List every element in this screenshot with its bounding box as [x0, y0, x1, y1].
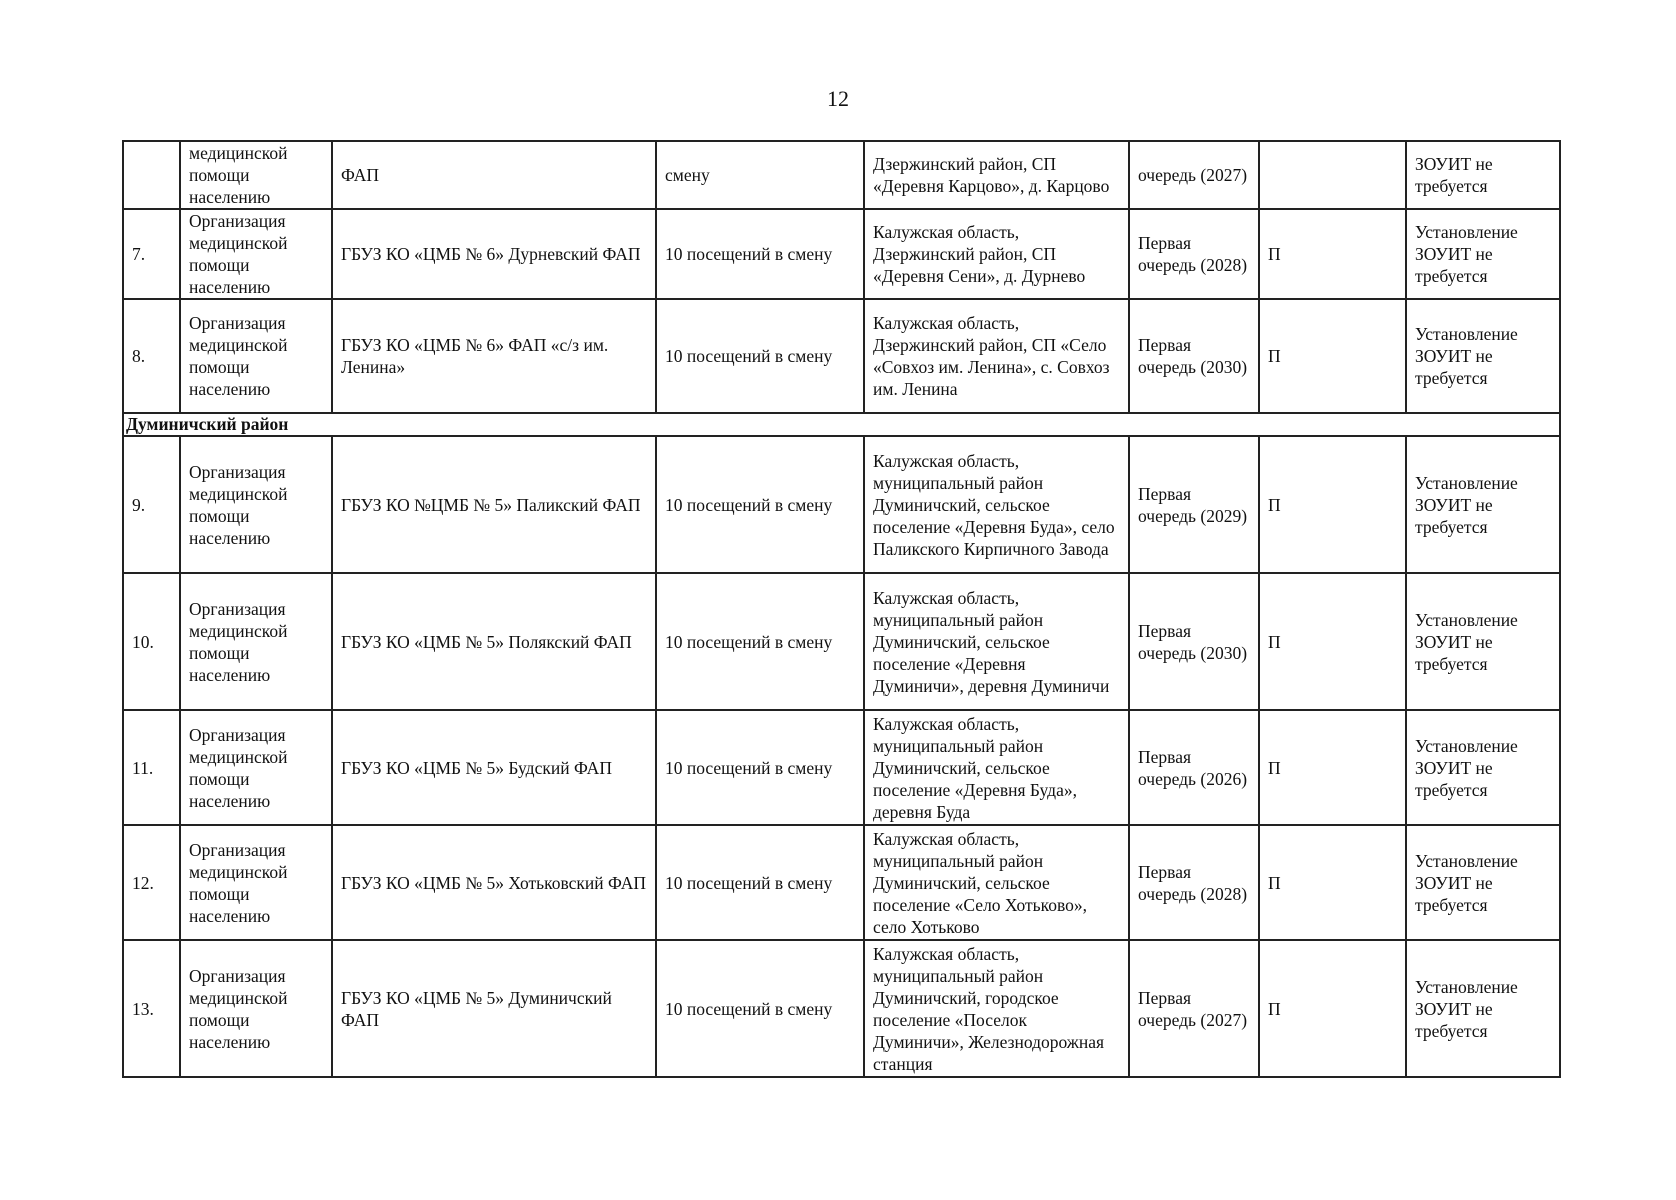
cell-zouit: ЗОУИТ не требуется — [1406, 141, 1560, 209]
cell-type: П — [1259, 825, 1406, 940]
cell-queue: Первая очередь (2029) — [1129, 436, 1259, 573]
cell-purpose: Организация медицинской помощи населению — [180, 825, 332, 940]
cell-purpose: Организация медицинской помощи населению — [180, 436, 332, 573]
cell-number: 9. — [123, 436, 180, 573]
cell-number: 13. — [123, 940, 180, 1077]
cell-name: ГБУЗ КО «ЦМБ № 5» Полякский ФАП — [332, 573, 656, 710]
cell-address: Калужская область, муниципальный район Думиничский, сельское поселение «Село Хотьково», село Хотьково — [864, 825, 1129, 940]
cell-queue: Первая очередь (2030) — [1129, 299, 1259, 413]
cell-number: 12. — [123, 825, 180, 940]
cell-purpose: медицинской помощи населению — [180, 141, 332, 209]
cell-address: Калужская область, Дзержинский район, СП «Село «Совхоз им. Ленина», с. Совхоз им. Ленина — [864, 299, 1129, 413]
cell-queue: Первая очередь (2026) — [1129, 710, 1259, 825]
cell-number — [123, 141, 180, 209]
cell-capacity: 10 посещений в смену — [656, 209, 864, 299]
section-header-row — [123, 413, 1560, 436]
cell-zouit: Установление ЗОУИТ не требуется — [1406, 710, 1560, 825]
cell-type: П — [1259, 940, 1406, 1077]
cell-name: ФАП — [332, 141, 656, 209]
cell-type: П — [1259, 209, 1406, 299]
page-number: 12 — [827, 86, 849, 111]
table-row — [123, 436, 1560, 573]
cell-capacity: 10 посещений в смену — [656, 710, 864, 825]
cell-queue: очередь (2027) — [1129, 141, 1259, 209]
cell-capacity: 10 посещений в смену — [656, 436, 864, 573]
cell-zouit: Установление ЗОУИТ не требуется — [1406, 299, 1560, 413]
table-row — [123, 940, 1560, 1077]
cell-zouit: Установление ЗОУИТ не требуется — [1406, 940, 1560, 1077]
cell-address: Калужская область, муниципальный район Думиничский, сельское поселение «Деревня Буда», село Паликского Кирпичного Завода — [864, 436, 1129, 573]
cell-capacity: смену — [656, 141, 864, 209]
cell-zouit: Установление ЗОУИТ не требуется — [1406, 573, 1560, 710]
cell-queue: Первая очередь (2027) — [1129, 940, 1259, 1077]
cell-address: Калужская область, муниципальный район Думиничский, городское поселение «Поселок Думиничи», Железнодорожная станция — [864, 940, 1129, 1077]
cell-name: ГБУЗ КО «ЦМБ № 5» Думиничский ФАП — [332, 940, 656, 1077]
cell-capacity: 10 посещений в смену — [656, 299, 864, 413]
cell-type: П — [1259, 299, 1406, 413]
cell-name: ГБУЗ КО «ЦМБ № 6» Дурневский ФАП — [332, 209, 656, 299]
cell-purpose: Организация медицинской помощи населению — [180, 710, 332, 825]
cell-type: П — [1259, 710, 1406, 825]
cell-queue: Первая очередь (2028) — [1129, 209, 1259, 299]
cell-zouit: Установление ЗОУИТ не требуется — [1406, 436, 1560, 573]
cell-number: 11. — [123, 710, 180, 825]
section-title: Думиничский район — [123, 413, 1560, 436]
table-row — [123, 825, 1560, 940]
facilities-table — [122, 140, 1561, 1078]
cell-number: 8. — [123, 299, 180, 413]
table-row-continuation — [123, 141, 1560, 209]
cell-purpose: Организация медицинской помощи населению — [180, 299, 332, 413]
cell-address: Калужская область, муниципальный район Думиничский, сельское поселение «Деревня Буда», деревня Буда — [864, 710, 1129, 825]
cell-type — [1259, 141, 1406, 209]
cell-type: П — [1259, 436, 1406, 573]
cell-purpose: Организация медицинской помощи населению — [180, 573, 332, 710]
cell-name: ГБУЗ КО №ЦМБ № 5» Паликский ФАП — [332, 436, 656, 573]
cell-type: П — [1259, 573, 1406, 710]
cell-zouit: Установление ЗОУИТ не требуется — [1406, 825, 1560, 940]
cell-capacity: 10 посещений в смену — [656, 573, 864, 710]
cell-name: ГБУЗ КО «ЦМБ № 5» Будский ФАП — [332, 710, 656, 825]
cell-address: Калужская область, Дзержинский район, СП «Деревня Сени», д. Дурнево — [864, 209, 1129, 299]
cell-purpose: Организация медицинской помощи населению — [180, 940, 332, 1077]
cell-capacity: 10 посещений в смену — [656, 940, 864, 1077]
cell-name: ГБУЗ КО «ЦМБ № 5» Хотьковский ФАП — [332, 825, 656, 940]
cell-zouit: Установление ЗОУИТ не требуется — [1406, 209, 1560, 299]
cell-capacity: 10 посещений в смену — [656, 825, 864, 940]
cell-purpose: Организация медицинской помощи населению — [180, 209, 332, 299]
table-row — [123, 573, 1560, 710]
cell-address: Дзержинский район, СП «Деревня Карцово», д. Карцово — [864, 141, 1129, 209]
table-row — [123, 710, 1560, 825]
cell-queue: Первая очередь (2028) — [1129, 825, 1259, 940]
cell-address: Калужская область, муниципальный район Думиничский, сельское поселение «Деревня Думиничи», деревня Думиничи — [864, 573, 1129, 710]
table-row — [123, 209, 1560, 299]
cell-number: 10. — [123, 573, 180, 710]
cell-number: 7. — [123, 209, 180, 299]
table-row — [123, 299, 1560, 413]
cell-name: ГБУЗ КО «ЦМБ № 6» ФАП «с/з им. Ленина» — [332, 299, 656, 413]
cell-queue: Первая очередь (2030) — [1129, 573, 1259, 710]
